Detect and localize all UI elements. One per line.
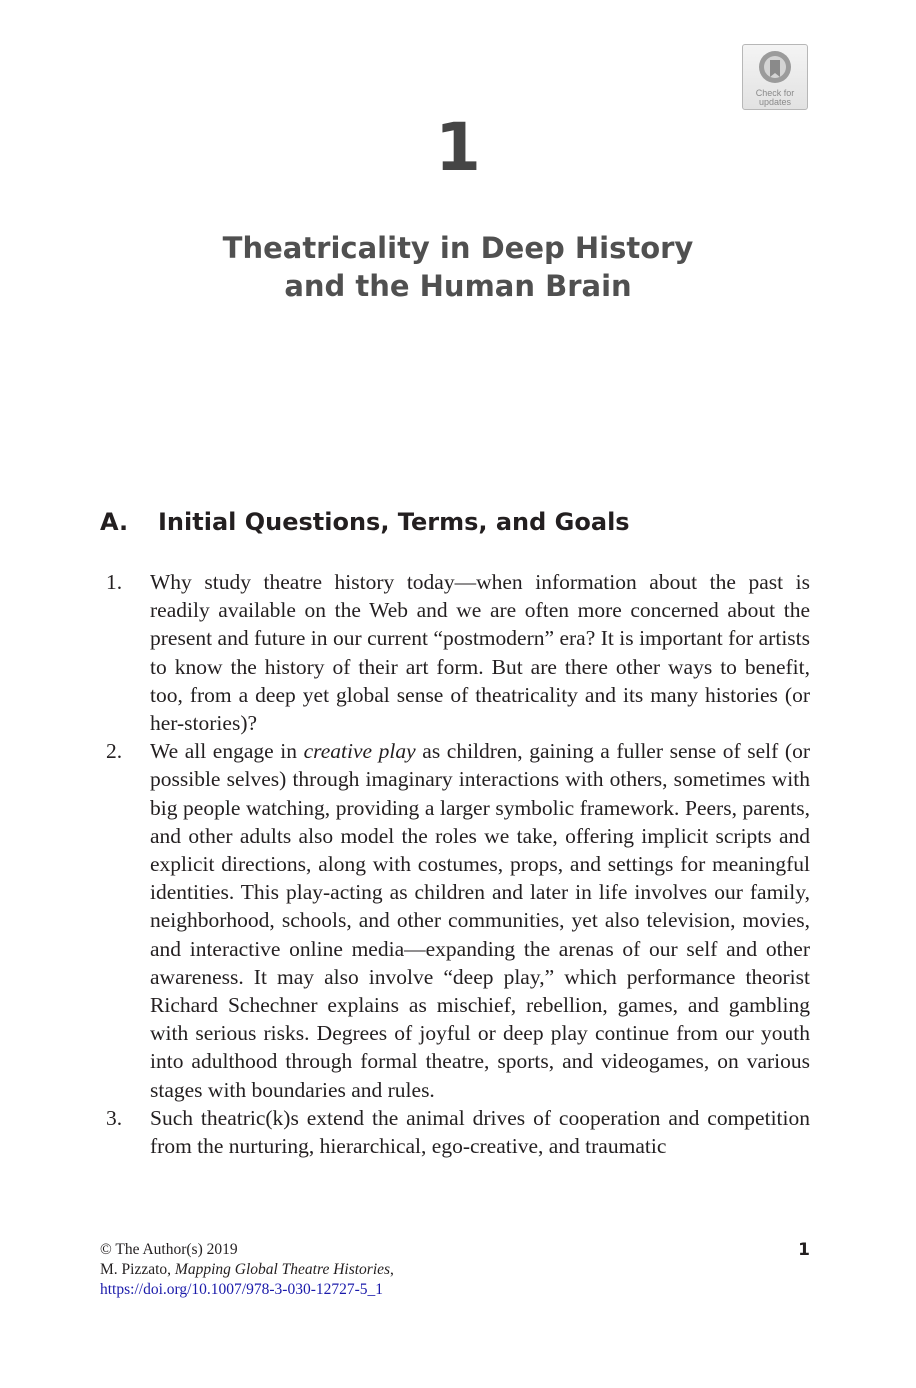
citation-line	[100, 1260, 810, 1280]
page-number: 1	[798, 1240, 810, 1260]
chapter-number: 1	[435, 109, 481, 186]
list-item-number: 3.	[106, 1105, 123, 1130]
list-item-text-part: as children, gaining a fuller sense of self (or possible selves) through imaginary interactions with others, sometimes with big people watching, providing a larger symbolic framework. Peers, parents, and other adults also model the roles we take, offering implicit scripts and explicit directions, along with costumes, props, and settings for meaningful identities. This play-acting as children and later in life involves our family, neighborhood, schools, and other communities, yet also television, movies, and interactive online media—expanding the arenas of our self and other awareness. It may also involve “deep play,” which performance theorist Richard Schechner explains as mischief, rebellion, games, and gambling with serious risks. Degrees of joyful or deep play continue from our youth into adulthood through formal theatre, sports, and videogames, on various stages with boundaries and rules.	[150, 739, 810, 1102]
section-heading	[100, 504, 630, 540]
chapter-title-line-1: Theatricality in Deep History	[222, 231, 694, 265]
page-footer	[100, 1240, 810, 1300]
chapter-title	[0, 229, 916, 305]
check-for-updates-badge[interactable]	[742, 44, 808, 110]
list-item	[100, 1104, 810, 1160]
list-item	[100, 737, 810, 1104]
citation-suffix: ,	[390, 1261, 394, 1278]
list-item	[100, 568, 810, 737]
badge-label-line1: Check for	[755, 88, 795, 98]
list-item-emphasis: creative play	[303, 739, 416, 764]
list-item-text-part: We all engage in	[150, 739, 304, 764]
section-letter: A.	[100, 508, 129, 536]
citation-author: M. Pizzato,	[100, 1261, 175, 1278]
copyright-line: © The Author(s) 2019	[100, 1241, 238, 1258]
numbered-list	[100, 568, 810, 1160]
badge-label-line2: updates	[758, 97, 792, 107]
list-item-number: 2.	[106, 739, 123, 764]
citation-book-title: Mapping Global Theatre Histories	[174, 1261, 391, 1278]
list-item-number: 1.	[106, 570, 123, 594]
list-item-text: Why study theatre history today—when information about the past is readily available on the Web and we are often more concerned about the present and future in our current “postmodern” era? It is important for artists to know the history of their art form. But are there other ways to benefit, too, from a deep yet global sense of theatricality and its many histories (or her-stories)?	[150, 570, 810, 736]
section-title: Initial Questions, Terms, and Goals	[158, 508, 630, 536]
list-item-text: Such theatric(k)s extend the animal drives of cooperation and competition from the nurturing, hierarchical, ego-creative, and traumatic	[150, 1105, 810, 1159]
chapter-title-line-2: and the Human Brain	[284, 269, 632, 303]
bookmark-icon	[743, 50, 807, 89]
doi-link[interactable]: https://doi.org/10.1007/978-3-030-12727-5_1	[100, 1281, 384, 1298]
list-item-text	[150, 737, 810, 1104]
